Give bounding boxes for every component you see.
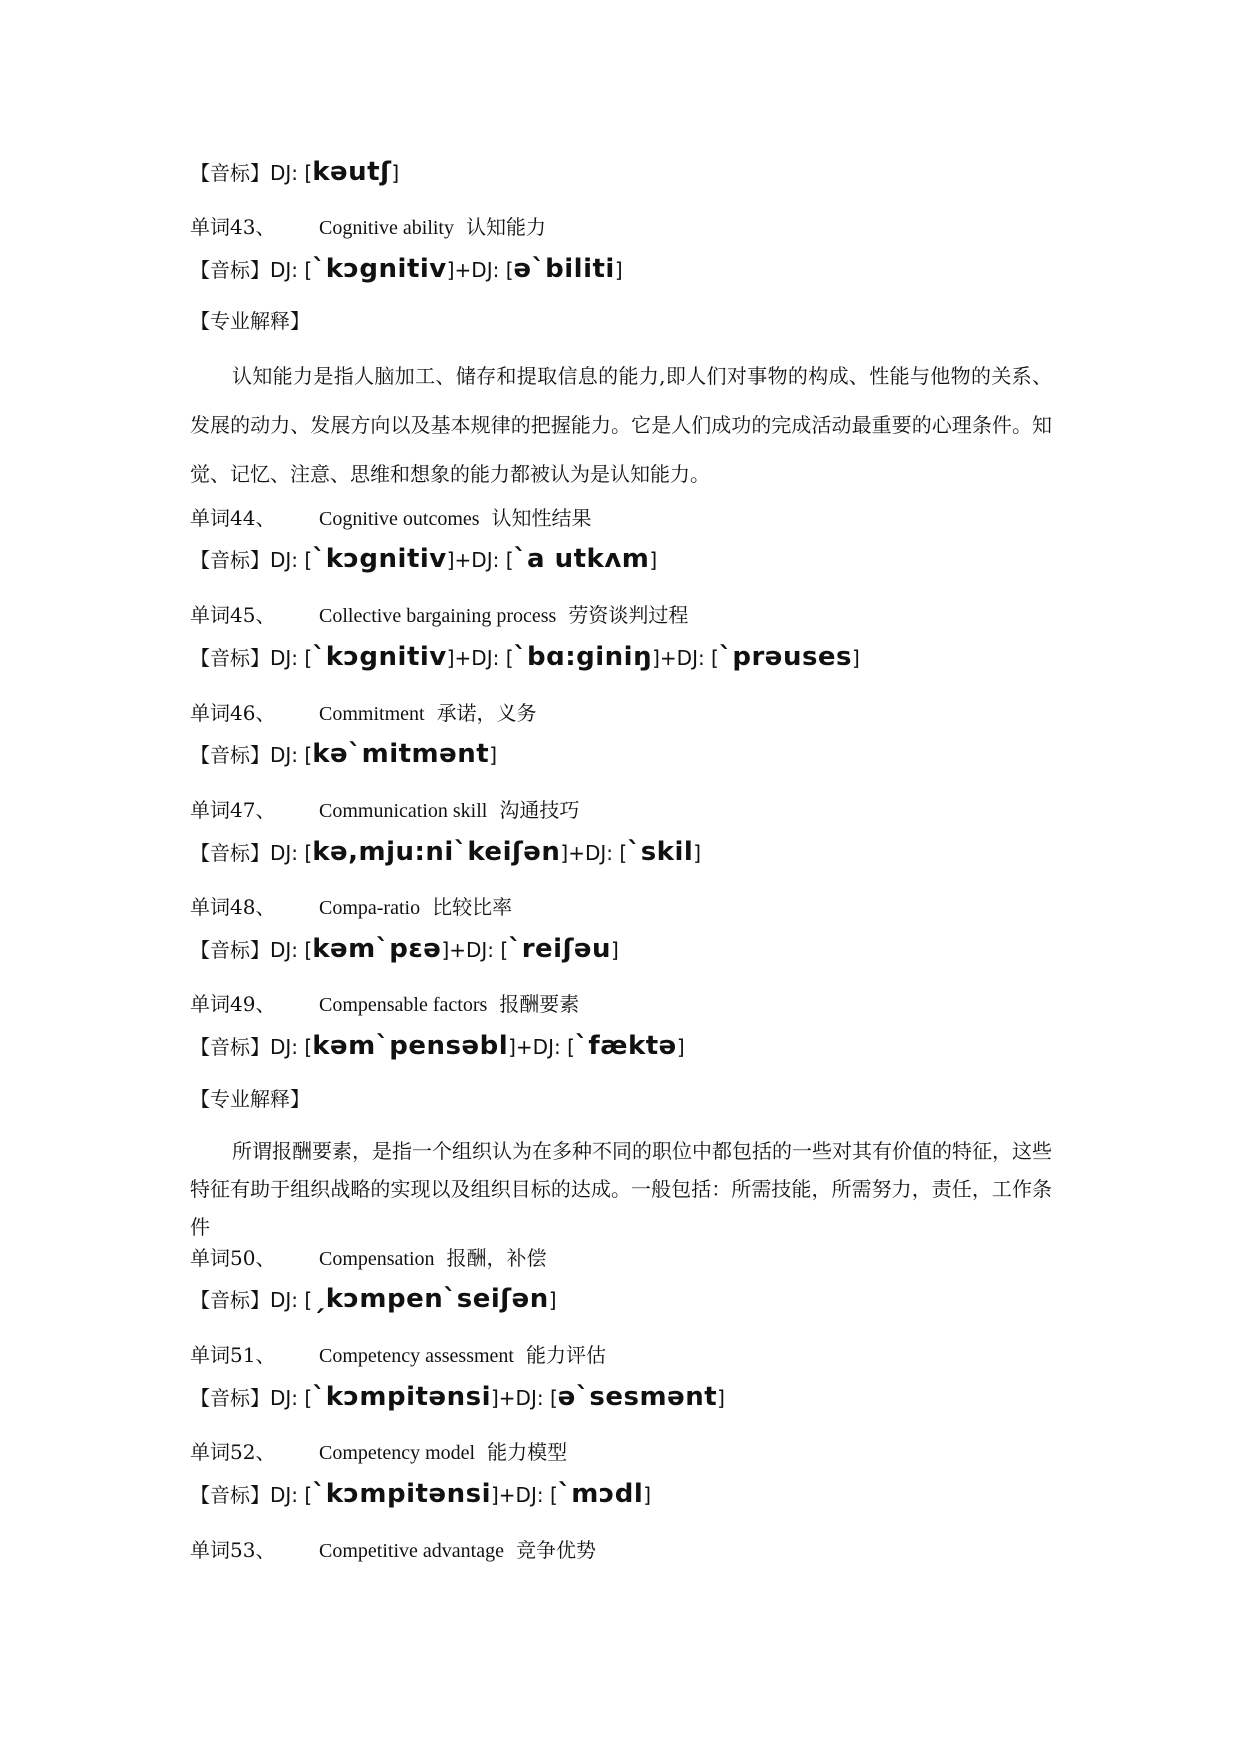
phonetic-line: 【音标】DJ: [`kɔmpitənsi]+DJ: [ə`sesmənt]: [190, 1382, 725, 1412]
phonetic-line: 【音标】DJ: [`kɔgnitiv]+DJ: [`bɑ:giniŋ]+DJ: [`prəuses]: [190, 642, 860, 672]
word-entry-44: 单词44、 Cognitive outcomes 认知性结果: [190, 506, 592, 530]
word-entry-47: 单词47、 Communication skill 沟通技巧: [190, 798, 580, 822]
phonetic-line: 【音标】DJ: [kəm`pɛə]+DJ: [`reiʃəu]: [190, 934, 619, 964]
word-number: 单词43、: [190, 215, 276, 239]
phonetic-line: 【音标】DJ: [`kɔgnitiv]+DJ: [ə`biliti]: [190, 254, 623, 284]
phonetic-line: 【音标】DJ: [`kɔmpitənsi]+DJ: [`mɔdl]: [190, 1479, 652, 1509]
explanation-paragraph: 所谓报酬要素，是指一个组织认为在多种不同的职位中都包括的一些对其有价值的特征，这些特征有助于组织战略的实现以及组织目标的达成。一般包括：所需技能，所需努力，责任，工作条件: [190, 1139, 1052, 1239]
phonetic-line: 【音标】DJ: [kəutʃ]: [190, 157, 400, 187]
word-translation: 认知能力: [466, 215, 546, 239]
phonetic-line: 【音标】DJ: [kə`mitmənt]: [190, 739, 498, 769]
section-heading: 【专业解释】: [190, 309, 310, 333]
explanation-paragraph: 认知能力是指人脑加工、储存和提取信息的能力,即人们对事物的构成、性能与他物的关系、发展的动力、发展方向以及基本规律的把握能力。它是人们成功的完成活动最重要的心理条件。知觉、记忆、注意、思维和想象的能力都被认为是认知能力。: [190, 364, 1052, 486]
word-entry-53: 单词53、 Competitive advantage 竞争优势: [190, 1538, 596, 1562]
phonetic-line: 【音标】DJ: [kə,mju:ni`keiʃən]+DJ: [`skil]: [190, 837, 702, 867]
word-entry-46: 单词46、 Commitment 承诺，义务: [190, 701, 537, 725]
word-term: Cognitive ability: [319, 217, 454, 239]
word-entry-48: 单词48、 Compa-ratio 比较比率: [190, 895, 513, 919]
phonetic-label: 【音标】: [190, 161, 270, 185]
phonetic-line: 【音标】DJ: [`kɔgnitiv]+DJ: [`a utkʌm]: [190, 544, 658, 574]
word-entry-52: 单词52、 Competency model 能力模型: [190, 1440, 568, 1464]
phonetic-line: 【音标】DJ: [kəm`pensəbl]+DJ: [`fæktə]: [190, 1031, 685, 1061]
word-entry-50: 单词50、 Compensation 报酬，补偿: [190, 1246, 547, 1270]
phonetic-line: 【音标】DJ: [ˏkɔmpen`seiʃən]: [190, 1284, 557, 1314]
section-heading: 【专业解释】: [190, 1087, 310, 1111]
word-entry-45: 单词45、 Collective bargaining process 劳资谈判过程: [190, 603, 689, 627]
word-entry-43: [190, 211, 546, 240]
word-entry-51: 单词51、 Competency assessment 能力评估: [190, 1343, 606, 1367]
word-entry-49: 单词49、 Compensable factors 报酬要素: [190, 992, 580, 1016]
